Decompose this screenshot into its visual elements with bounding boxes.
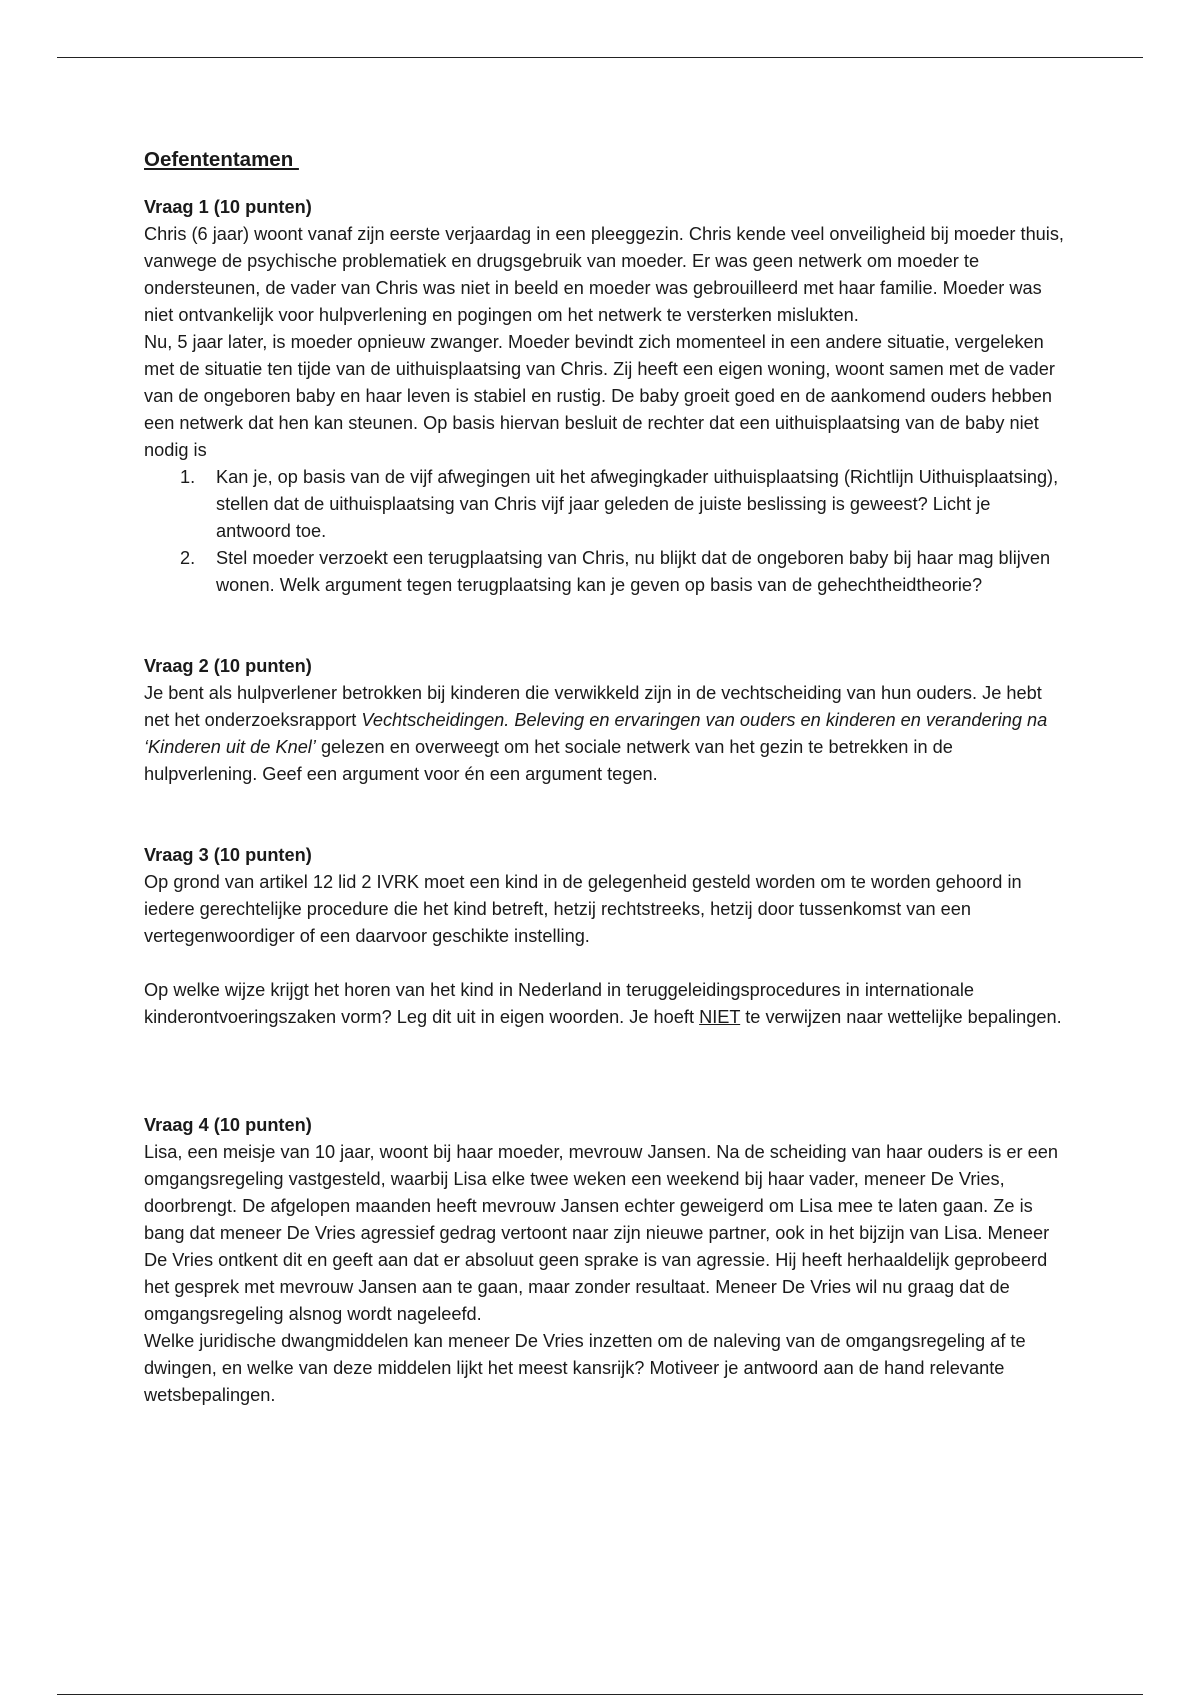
question-1-heading: Vraag 1 (10 punten)	[144, 197, 312, 217]
question-4	[144, 1112, 1064, 1409]
document-body	[144, 146, 1064, 1409]
question-2-heading: Vraag 2 (10 punten)	[144, 656, 312, 676]
question-4-paragraph-1: Lisa, een meisje van 10 jaar, woont bij haar moeder, mevrouw Jansen. Na de scheiding van haar ouders is er een omgangsregeling vastgesteld, waarbij Lisa elke twee weken een weekend bij haar vader, meneer De Vries, doorbrengt. De afgelopen maanden heeft mevrouw Jansen echter geweigerd om Lisa mee te laten gaan. Ze is bang dat meneer De Vries agressief gedrag vertoont naar zijn nieuwe partner, ook in het bijzijn van Lisa. Meneer De Vries ontkent dit en geeft aan dat er absoluut geen sprake is van agressie. Hij heeft herhaaldelijk geprobeerd het gesprek met mevrouw Jansen aan te gaan, maar zonder resultaat. Meneer De Vries wil nu graag dat de omgangsregeling alsnog wordt nageleefd.	[144, 1142, 1058, 1324]
question-2	[144, 653, 1064, 788]
question-4-heading: Vraag 4 (10 punten)	[144, 1115, 312, 1135]
sub-item-text: Stel moeder verzoekt een terugplaatsing van Chris, nu blijkt dat de ongeboren baby bij haar mag blijven wonen. Welk argument tegen terugplaatsing kan je geven op basis van de gehechtheidtheorie?	[216, 548, 1051, 595]
header-rule	[57, 57, 1143, 58]
footer-rule	[57, 1694, 1143, 1695]
sub-item-number: 1.	[180, 467, 196, 487]
report-title: Vechtscheidingen. Beleving en ervaringen van ouders en kinderen en verandering na ‘Kinderen uit de Knel’	[144, 710, 1048, 757]
question-3-paragraph-2	[144, 977, 1064, 1031]
question-4-paragraph-2: Welke juridische dwangmiddelen kan meneer De Vries inzetten om de naleving van de omgangsregeling af te dwingen, en welke van deze middelen lijkt het meest kansrijk? Motiveer je antwoord aan de hand relevante wetsbepalingen.	[144, 1331, 1026, 1405]
question-3-heading: Vraag 3 (10 punten)	[144, 845, 312, 865]
question-1-sub-item-2	[180, 545, 1064, 599]
question-1	[144, 194, 1064, 599]
sub-item-text: Kan je, op basis van de vijf afwegingen uit het afwegingkader uithuisplaatsing (Richtlijn Uithuisplaatsing), stellen dat de uithuisplaatsing van Chris vijf jaar geleden de juiste beslissing is geweest? Licht je antwoord toe.	[216, 467, 1059, 541]
question-1-paragraph-1: Chris (6 jaar) woont vanaf zijn eerste verjaardag in een pleeggezin. Chris kende veel onveiligheid bij moeder thuis, vanwege de psychische problematiek en drugsgebruik van moeder. Er was geen netwerk om moeder te ondersteunen, de vader van Chris was niet in beeld en moeder was gebrouilleerd met haar familie. Moeder was niet ontvankelijk voor hulpverlening en pogingen om het netwerk te versterken mislukten.	[144, 224, 1064, 325]
question-3-text-after: te verwijzen naar wettelijke bepalingen.	[740, 1007, 1062, 1027]
document-title: Oefententamen	[144, 148, 299, 171]
sub-item-number: 2.	[180, 548, 196, 568]
question-3	[144, 842, 1064, 1031]
question-1-sub-list	[144, 464, 1064, 599]
question-3-paragraph-1: Op grond van artikel 12 lid 2 IVRK moet een kind in de gelegenheid gesteld worden om te worden gehoord in iedere gerechtelijke procedure die het kind betreft, hetzij rechtstreeks, hetzij door tussenkomst van een vertegenwoordiger of een daarvoor geschikte instelling.	[144, 872, 1022, 946]
question-1-sub-item-1	[180, 464, 1064, 545]
question-1-paragraph-2: Nu, 5 jaar later, is moeder opnieuw zwanger. Moeder bevindt zich momenteel in een andere situatie, vergeleken met de situatie ten tijde van de uithuisplaatsing van Chris. Zij heeft een eigen woning, woont samen met de vader van de ongeboren baby en haar leven is stabiel en rustig. De baby groeit goed en de aankomend ouders hebben een netwerk dat hen kan steunen. Op basis hiervan besluit de rechter dat een uithuisplaatsing van de baby niet nodig is	[144, 332, 1055, 460]
question-3-text-before: Op welke wijze krijgt het horen van het kind in Nederland in teruggeleidingsprocedures in internationale kinderontvoeringszaken vorm? Leg dit uit in eigen woorden. Je hoeft	[144, 980, 975, 1027]
emphasis-niet: NIET	[699, 1007, 741, 1027]
question-2-paragraph	[144, 680, 1064, 788]
question-2-text-after: gelezen en overweegt om het sociale netwerk van het gezin te betrekken in de hulpverlening. Geef een argument voor én een argument tegen.	[144, 737, 953, 784]
question-2-text-before: Je bent als hulpverlener betrokken bij kinderen die verwikkeld zijn in de vechtscheiding van hun ouders. Je hebt net het onderzoeksrapport	[144, 683, 1042, 730]
